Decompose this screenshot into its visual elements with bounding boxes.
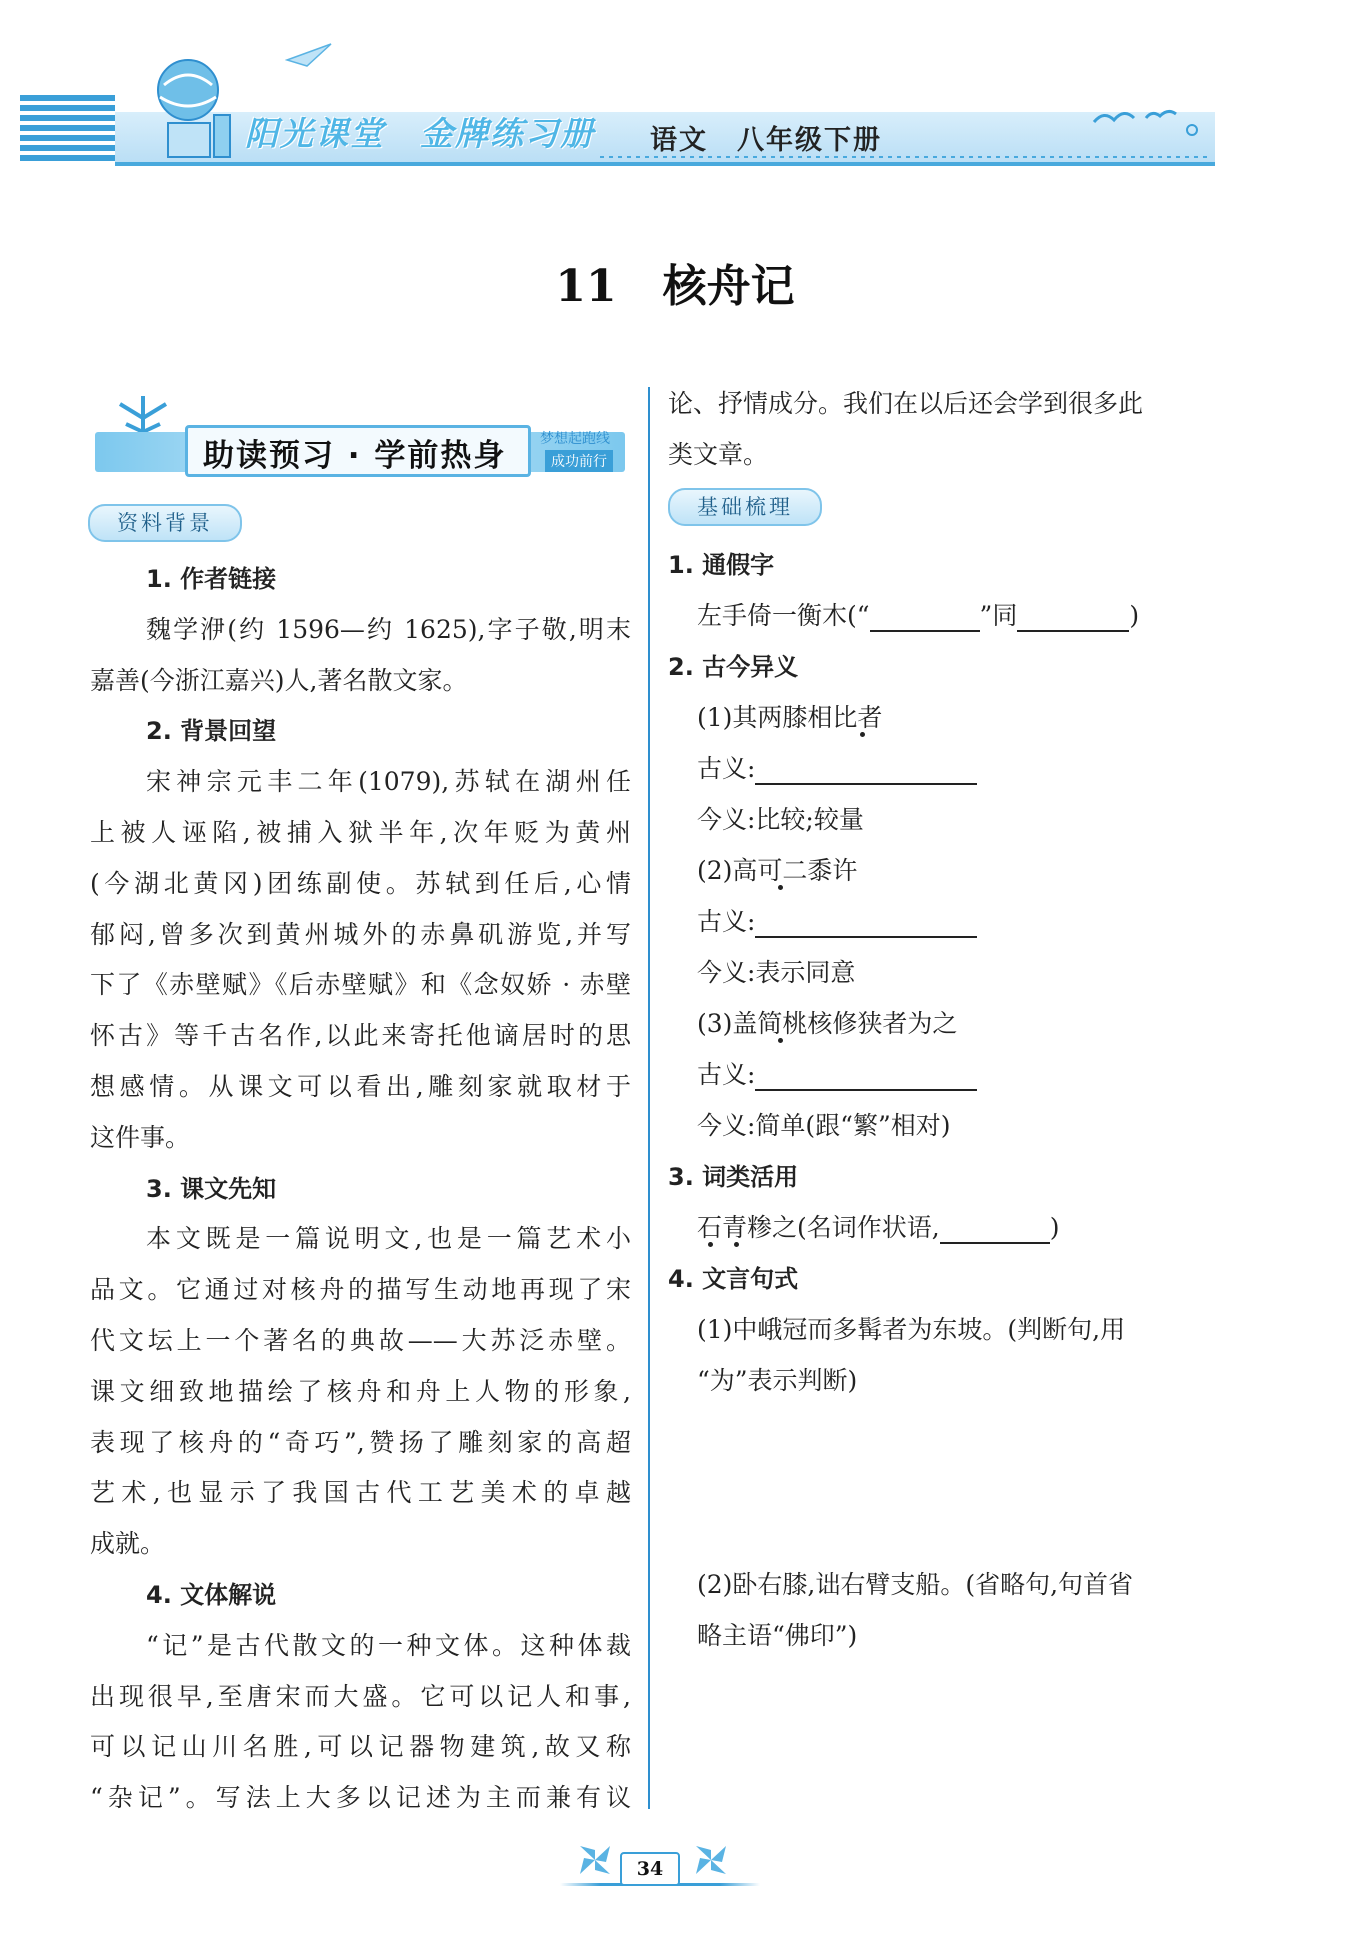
- pill-background-info: 资料背景: [88, 504, 242, 542]
- left-text-line: 代文坛上一个著名的典故——大苏泛赤壁。: [90, 1326, 631, 1355]
- modern-meaning-2: 今义:表示同意: [697, 958, 856, 987]
- heading-wenyan-jushi: 4. 文言句式: [668, 1265, 799, 1293]
- left-heading: 3. 课文先知: [146, 1175, 277, 1203]
- answer-blank-6[interactable]: [940, 1216, 1050, 1244]
- left-text-line: 艺术,也显示了我国古代工艺美术的卓越: [90, 1478, 631, 1507]
- question-tongjiazi-end: ): [1129, 601, 1140, 630]
- question-cilei-end: ): [1049, 1213, 1060, 1242]
- section-tag-1: 梦想起跑线: [540, 431, 610, 447]
- paper-plane-icon: [285, 40, 335, 70]
- left-heading: 4. 文体解说: [146, 1581, 277, 1609]
- pinwheel-icon: [570, 1840, 620, 1880]
- example-3: (3)盖简桃核修狭者为之: [697, 1009, 958, 1038]
- emphasis-dot: [708, 1242, 713, 1247]
- sentence-1-line-2: “为”表示判断): [697, 1366, 858, 1395]
- question-tongjiazi-mid: ”同: [979, 601, 1018, 630]
- continued-line-1: 论、抒情成分。我们在以后还会学到很多此: [668, 389, 1144, 418]
- example-2: (2)高可二黍许: [697, 856, 858, 885]
- left-text-line: 出现很早,至唐宋而大盛。它可以记人和事,: [90, 1682, 631, 1711]
- ancient-meaning-2: [697, 902, 977, 938]
- emphasis-dot: [778, 885, 783, 890]
- left-heading: 1. 作者链接: [146, 565, 277, 593]
- modern-meaning-1: 今义:比较;较量: [697, 805, 864, 834]
- left-text-line: 本文既是一篇说明文,也是一篇艺术小: [146, 1224, 631, 1253]
- sentence-2-line-2: 略主语“佛印”): [697, 1621, 858, 1650]
- lesson-title: 核舟记: [662, 261, 795, 312]
- birds-icon: [1090, 100, 1200, 140]
- question-cilei-text: 石青糁之(名词作状语,: [697, 1213, 940, 1242]
- left-text-line: (今湖北黄冈)团练副使。苏轼到任后,心情: [90, 869, 631, 898]
- ancient-label: 古义:: [697, 1060, 756, 1089]
- left-text-line: 成就。: [90, 1529, 166, 1558]
- emphasis-dot: [734, 1242, 739, 1247]
- left-text-line: “杂记”。写法上大多以记述为主而兼有议: [90, 1783, 631, 1812]
- section-title: 助读预习 · 学前热身: [203, 438, 507, 474]
- left-text-line: 品文。它通过对核舟的描写生动地再现了宋: [90, 1275, 631, 1304]
- left-text-line: 可以记山川名胜,可以记器物建筑,故又称: [90, 1732, 631, 1761]
- left-heading: 2. 背景回望: [146, 717, 277, 745]
- example-1: (1)其两膝相比者: [697, 703, 883, 732]
- answer-blank-2[interactable]: [1017, 604, 1129, 632]
- section-tag-2: 成功前行: [545, 450, 613, 472]
- header-brand: 阳光课堂 金牌练习册: [245, 114, 595, 153]
- column-divider: [648, 387, 650, 1809]
- left-text-line: 想感情。从课文可以看出,雕刻家就取材于: [90, 1072, 631, 1101]
- header-subject: 语文 八年级下册: [650, 125, 882, 156]
- left-text-line: 郁闷,曾多次到黄州城外的赤鼻矶游览,并写: [90, 920, 631, 949]
- question-cilei: [697, 1208, 1059, 1244]
- answer-blank-5[interactable]: [755, 1063, 977, 1091]
- left-text-line: 嘉善(今浙江嘉兴)人,著名散文家。: [90, 666, 468, 695]
- left-text-line: 上被人诬陷,被捕入狱半年,次年贬为黄州: [90, 818, 631, 847]
- answer-blank-4[interactable]: [755, 910, 977, 938]
- heading-tongjiazi: 1. 通假字: [668, 551, 775, 579]
- ancient-label: 古义:: [697, 907, 756, 936]
- sentence-2-line-1: (2)卧右膝,诎右臂支船。(省略句,句首省: [697, 1570, 1134, 1599]
- globe-statue-icon: [130, 45, 250, 165]
- ancient-label: 古义:: [697, 754, 756, 783]
- sentence-1-line-1: (1)中峨冠而多髯者为东坡。(判断句,用: [697, 1315, 1126, 1344]
- left-text-line: 怀古》等千古名作,以此来寄托他谪居时的思: [90, 1021, 631, 1050]
- left-text-line: 宋神宗元丰二年(1079),苏轼在湖州任: [146, 767, 631, 796]
- answer-blank-3[interactable]: [755, 757, 977, 785]
- emphasis-dot: [860, 732, 865, 737]
- question-tongjiazi: [697, 596, 1139, 632]
- pill-basic-review: 基础梳理: [668, 488, 822, 526]
- left-text-line: “记”是古代散文的一种文体。这种体裁: [146, 1631, 631, 1660]
- left-text-line: 下了《赤壁赋》《后赤壁赋》和《念奴娇 · 赤壁: [90, 970, 631, 999]
- page-number: 34: [620, 1852, 680, 1886]
- left-text-line: 表现了核舟的“奇巧”,赞扬了雕刻家的高超: [90, 1428, 631, 1457]
- answer-blank-1[interactable]: [870, 604, 980, 632]
- lesson-number: 11: [555, 261, 617, 312]
- pinwheel-icon: [686, 1840, 736, 1880]
- header-rule: [115, 162, 1215, 166]
- page-title: [0, 250, 1350, 314]
- continued-line-2: 类文章。: [668, 440, 769, 469]
- ancient-meaning-1: [697, 749, 977, 785]
- modern-meaning-3: 今义:简单(跟“繁”相对): [697, 1111, 951, 1140]
- emphasis-dot: [778, 1038, 783, 1043]
- left-text-line: 魏学洢(约 1596—约 1625),字子敬,明末: [146, 615, 631, 644]
- left-text-line: 这件事。: [90, 1123, 191, 1152]
- question-tongjiazi-text: 左手倚一衡木(“: [697, 601, 870, 630]
- ancient-meaning-3: [697, 1055, 977, 1091]
- heading-cilei-huoyong: 3. 词类活用: [668, 1163, 799, 1191]
- left-text-line: 课文细致地描绘了核舟和舟上人物的形象,: [90, 1377, 631, 1406]
- section-banner-preview: [95, 420, 625, 478]
- header-stripes: [20, 95, 115, 165]
- heading-gujin-yiyi: 2. 古今异义: [668, 653, 799, 681]
